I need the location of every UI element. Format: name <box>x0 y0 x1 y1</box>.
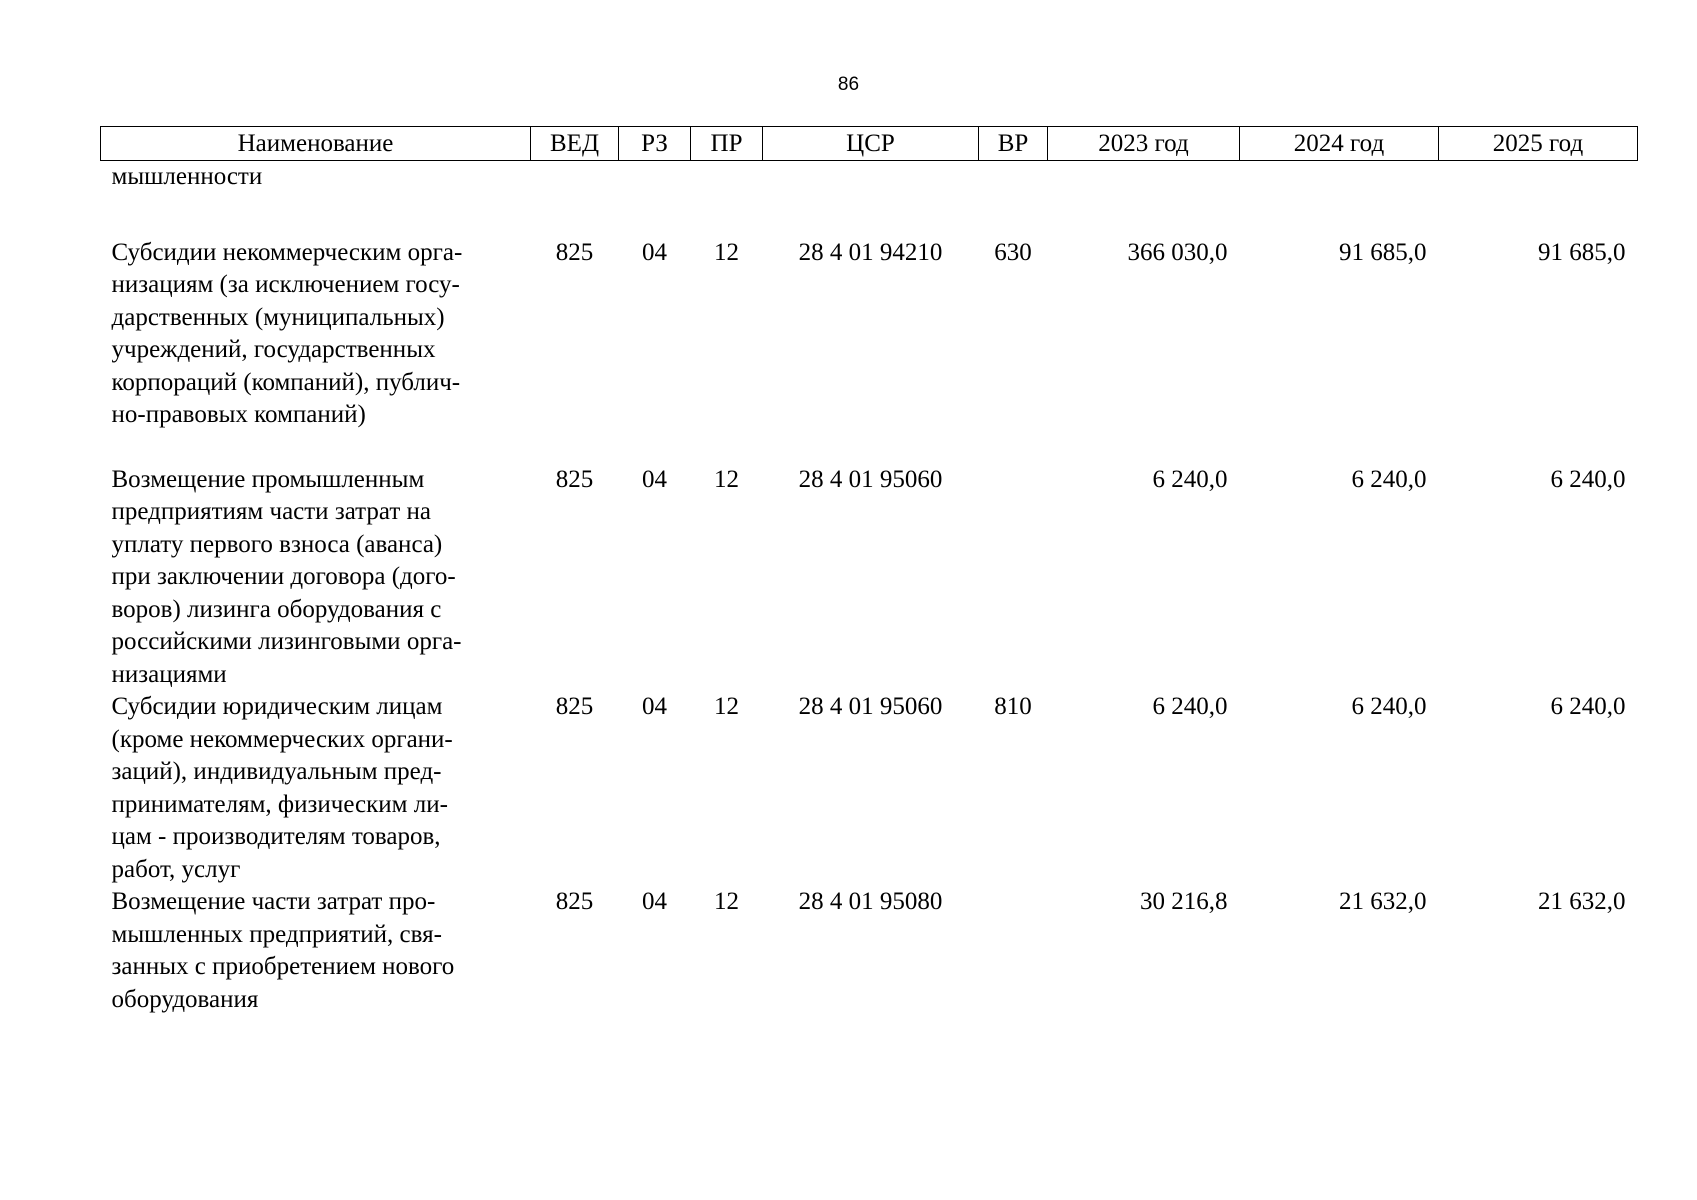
row-2025: 6 240,0 <box>1550 693 1626 720</box>
table-row <box>101 237 1638 432</box>
header-pr: ПР <box>691 127 763 161</box>
row-2023: 30 216,8 <box>1140 888 1228 915</box>
row-ved: 825 <box>555 693 594 720</box>
row-vr: 810 <box>994 693 1032 720</box>
header-2025: 2025 год <box>1439 127 1638 161</box>
row-rz: 04 <box>642 238 667 266</box>
row-pr: 12 <box>714 888 739 915</box>
row-rz: 04 <box>642 465 667 493</box>
table-row <box>101 691 1638 886</box>
row-ved: 825 <box>555 888 594 915</box>
table-row <box>101 886 1638 1016</box>
header-vr: ВР <box>979 127 1048 161</box>
row-vr <box>979 886 1048 1016</box>
row-pr: 12 <box>714 238 739 266</box>
table-header <box>101 127 1638 161</box>
header-csr: ЦСР <box>763 127 979 161</box>
row-name: Субсидии юридическим лицам (кроме некоммерческих органи- заций), индивидуальным пред- принимателям, физическим ли- цам - производителям товаров, работ, услуг <box>111 693 453 883</box>
row-2024: 91 685,0 <box>1339 238 1427 266</box>
row-name: Возмещение промышленным предприятиям части затрат на уплату первого взноса (аванса) при заключении договора (дого- воров) лизинга оборудования с российскими лизинговыми орга- низациями <box>111 465 462 688</box>
header-row <box>101 127 1638 161</box>
row-pr: 12 <box>714 693 739 720</box>
row-2025: 21 632,0 <box>1538 888 1626 915</box>
row-vr: 630 <box>994 238 1032 266</box>
budget-table <box>100 126 1638 1016</box>
row-ved: 825 <box>555 465 594 493</box>
header-ved: ВЕД <box>531 127 619 161</box>
row-rz: 04 <box>642 888 667 915</box>
continuation-row <box>101 161 1638 194</box>
row-2025: 91 685,0 <box>1538 238 1626 266</box>
header-2024: 2024 год <box>1240 127 1439 161</box>
row-2025: 6 240,0 <box>1550 465 1626 493</box>
header-name: Наименование <box>101 127 531 161</box>
continuation-text: мышленности <box>111 163 263 190</box>
row-2024: 21 632,0 <box>1339 888 1427 915</box>
row-name: Возмещение части затрат про- мышленных предприятий, свя- занных с приобретением нового оборудования <box>111 888 455 1013</box>
table-body <box>101 161 1638 1017</box>
row-2024: 6 240,0 <box>1351 693 1427 720</box>
row-csr: 28 4 01 95060 <box>798 693 943 720</box>
row-2023: 366 030,0 <box>1127 238 1228 266</box>
header-2023: 2023 год <box>1048 127 1240 161</box>
page-number: 86 <box>837 74 860 95</box>
row-pr: 12 <box>714 465 739 493</box>
row-csr: 28 4 01 95080 <box>798 888 943 915</box>
row-ved: 825 <box>555 238 594 266</box>
row-2023: 6 240,0 <box>1152 693 1228 720</box>
row-2023: 6 240,0 <box>1152 465 1228 493</box>
row-csr: 28 4 01 94210 <box>798 238 943 266</box>
row-name: Субсидии некоммерческим орга- низациям (за исключением госу- дарственных (муниципальных) учреждений, государственных корпораций (компаний), публич- но-правовых компаний) <box>111 238 463 428</box>
row-vr <box>979 464 1048 692</box>
header-rz: РЗ <box>619 127 691 161</box>
row-rz: 04 <box>642 693 667 720</box>
row-2024: 6 240,0 <box>1351 465 1427 493</box>
row-csr: 28 4 01 95060 <box>798 465 943 493</box>
table-row <box>101 464 1638 692</box>
